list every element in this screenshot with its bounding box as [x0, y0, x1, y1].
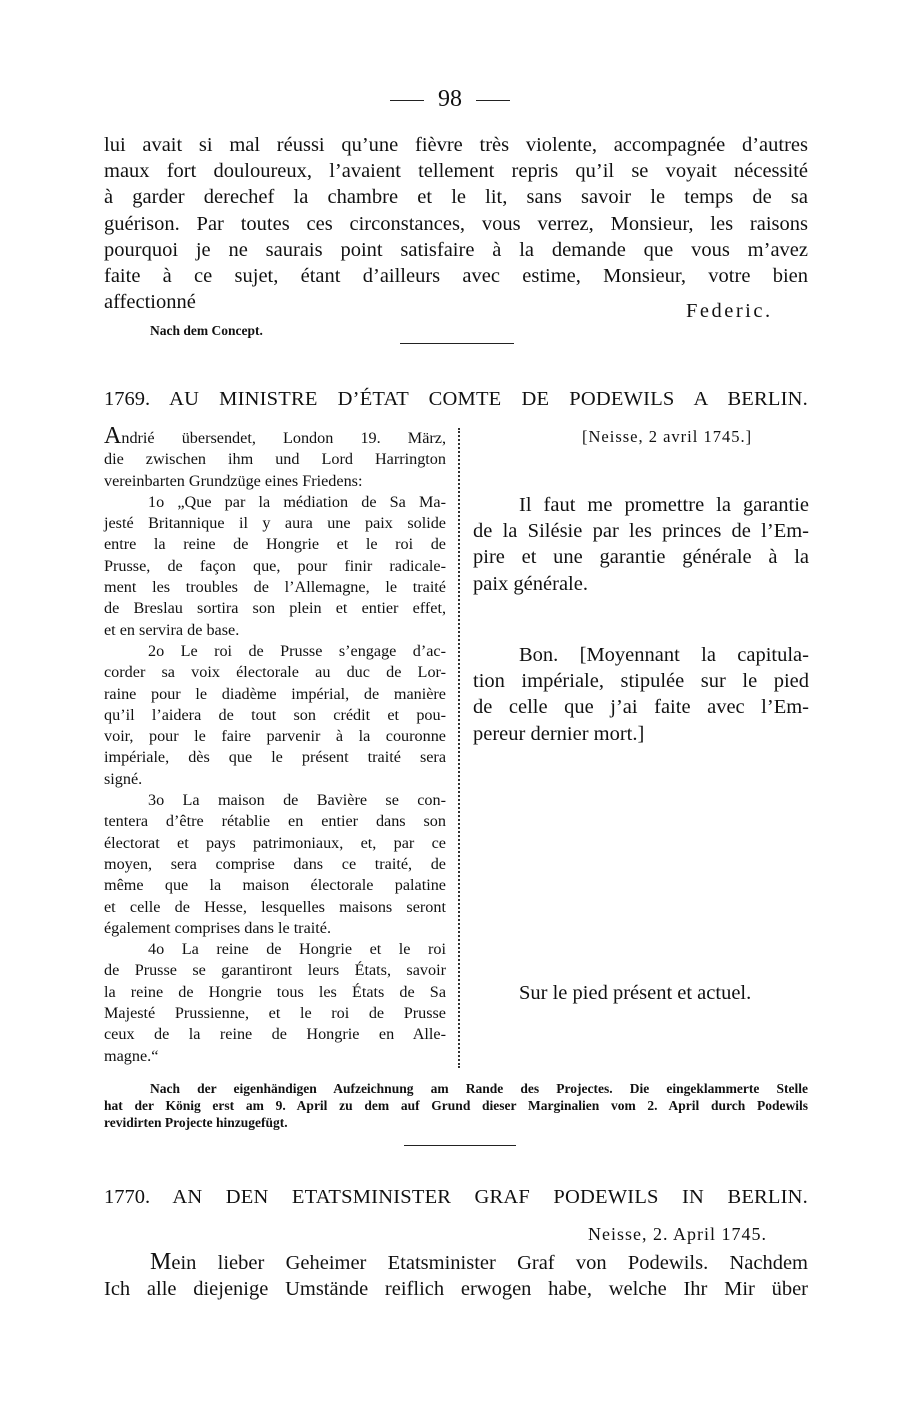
- column-line: die zwischen ihm und Lord Harrington: [104, 450, 446, 469]
- reply-line: Sur le pied présent et actuel.: [519, 982, 752, 1004]
- reply-line: Bon. [Moyennant la capitula-: [519, 644, 809, 666]
- note-line: Nach der eigenhändigen Aufzeichnung am Rande des Projectes. Die eingeklammerte Stelle: [150, 1081, 808, 1096]
- body-line: Ich alle diejenige Umstände reiflich erwogen habe, welche Ihr Mir über: [104, 1278, 808, 1301]
- column-line: Prusse, de façon que, pour finir radicale-: [104, 556, 446, 575]
- note-line: revidirten Projecte hinzugefügt.: [104, 1115, 288, 1130]
- column-line-text: ndrié übersendet, London 19. März,: [121, 429, 446, 447]
- column-line: 2o Le roi de Prusse s’engage d’ac-: [148, 641, 446, 660]
- intro-line: guérison. Par toutes ces circonstances, vous verrez, Monsieur, les raisons: [104, 212, 808, 235]
- drop-initial: A: [104, 423, 122, 449]
- intro-line: pourquoi je ne saurais point satisfaire à la demande que vous m’avez: [104, 238, 808, 261]
- dateline-1770: Neisse, 2. April 1745.: [588, 1224, 767, 1244]
- column-separator: [458, 428, 460, 1068]
- column-line: impériale, dès que le présent traité sera: [104, 748, 446, 767]
- reply-line: de la Silésie par les princes de l’Em-: [473, 520, 809, 543]
- reply-line: paix générale.: [473, 572, 588, 595]
- letter-body-1770: [104, 1249, 808, 1302]
- column-line: voir, pour le faire parvenir à la couronne: [104, 727, 446, 746]
- column-line: corder sa voix électorale au duc de Lor-: [104, 663, 446, 682]
- intro-line: faite à ce sujet, étant d’ailleurs avec estime, Monsieur, votre bien: [104, 265, 808, 288]
- letter-heading-1769: [104, 388, 808, 411]
- letter-heading-1770: [104, 1186, 808, 1209]
- letter-number: 1770.: [104, 1186, 151, 1208]
- letter-title: AU MINISTRE D’ÉTAT COMTE DE PODEWILS A BERLIN.: [169, 388, 808, 410]
- reply-line: Il faut me promettre la garantie: [519, 494, 809, 516]
- source-note-1769: [104, 1080, 808, 1131]
- section-divider: [404, 1145, 516, 1146]
- column-line: signé.: [104, 769, 143, 788]
- column-line: et en servira de base.: [104, 620, 240, 639]
- note-line: hat der König erst am 9. April zu dem auf Grund dieser Marginalien vom 2. April durch Podewils: [104, 1098, 808, 1113]
- dateline-1769: [Neisse, 2 avril 1745.]: [582, 427, 753, 446]
- king-reply-block-3: [473, 980, 809, 1006]
- king-reply-block-1: [473, 492, 809, 597]
- source-note: Nach dem Concept.: [150, 323, 263, 338]
- drop-initial: M: [150, 1249, 172, 1275]
- column-line: même que la maison électorale palatine: [104, 876, 446, 895]
- column-line: de Prusse se garantiront leurs États, savoir: [104, 961, 446, 980]
- column-line: tentera d’être rétablie en entier dans son: [104, 812, 446, 831]
- signature: Federic.: [686, 300, 773, 322]
- column-line: 4o La reine de Hongrie et le roi: [148, 940, 446, 959]
- column-line: également comprises dans le traité.: [104, 918, 331, 937]
- column-line: 1o „Que par la médiation de Sa Ma-: [148, 492, 446, 511]
- column-line: vereinbarten Grundzüge eines Friedens:: [104, 471, 363, 490]
- page-number-row: [0, 86, 900, 113]
- letter-title: AN DEN ETATSMINISTER GRAF PODEWILS IN BERLIN.: [172, 1186, 808, 1208]
- column-line: magne.“: [104, 1046, 159, 1065]
- column-line: entre la reine de Hongrie et le roi de: [104, 535, 446, 554]
- intro-line: à garder derechef la chambre et le lit, sans savoir le temps de sa: [104, 186, 808, 209]
- column-line: qu’il l’aidera de tout son crédit et pou-: [104, 705, 446, 724]
- reply-line: de celle que j’ai faite avec l’Em-: [473, 696, 809, 719]
- column-line: [104, 423, 446, 449]
- body-line-text: ein lieber Geheimer Etatsminister Graf von Podewils. Nachdem: [171, 1252, 808, 1274]
- column-line: Majesté Prussienne, et le roi de Prusse: [104, 1004, 446, 1023]
- column-line: ceux de la reine de Hongrie en Alle-: [104, 1025, 446, 1044]
- marginal-column: [104, 423, 446, 1067]
- column-line: la reine de Hongrie tous les États de Sa: [104, 982, 446, 1001]
- column-line: et celle de Hesse, lesquelles maisons seront: [104, 897, 446, 916]
- reply-line: tion impériale, stipulée sur le pied: [473, 670, 809, 693]
- body-line: [104, 1249, 808, 1276]
- intro-line: lui avait si mal réussi qu’une fièvre très violente, accompagnée d’autres: [104, 134, 808, 156]
- intro-line: maux fort douloureux, l’avaient tellement repris qu’il se voyait nécessité: [104, 160, 808, 183]
- reply-line: pereur dernier mort.]: [473, 722, 645, 745]
- column-line: 3o La maison de Bavière se con-: [148, 791, 446, 810]
- column-line: ment les troubles de l’Allemagne, le traité: [104, 578, 446, 597]
- reply-line: pire et une garantie générale à la: [473, 546, 809, 569]
- king-reply-block-2: [473, 642, 809, 747]
- section-divider: [400, 343, 514, 344]
- dash-right: [476, 100, 510, 101]
- column-line: raine pour le diadème impérial, de manière: [104, 684, 446, 703]
- column-line: moyen, sera comprise dans ce traité, de: [104, 854, 446, 873]
- letter-number: 1769.: [104, 388, 151, 410]
- intro-paragraph: [104, 132, 808, 315]
- page-number: 98: [438, 86, 462, 112]
- column-line: électorat et pays patrimoniaux, et, par ce: [104, 833, 446, 852]
- column-line: jesté Britannique il y aura une paix solide: [104, 514, 446, 533]
- dash-left: [390, 100, 424, 101]
- column-line: de Breslau sortira son plein et entier effet,: [104, 599, 446, 618]
- intro-last-line: affectionné: [104, 291, 196, 314]
